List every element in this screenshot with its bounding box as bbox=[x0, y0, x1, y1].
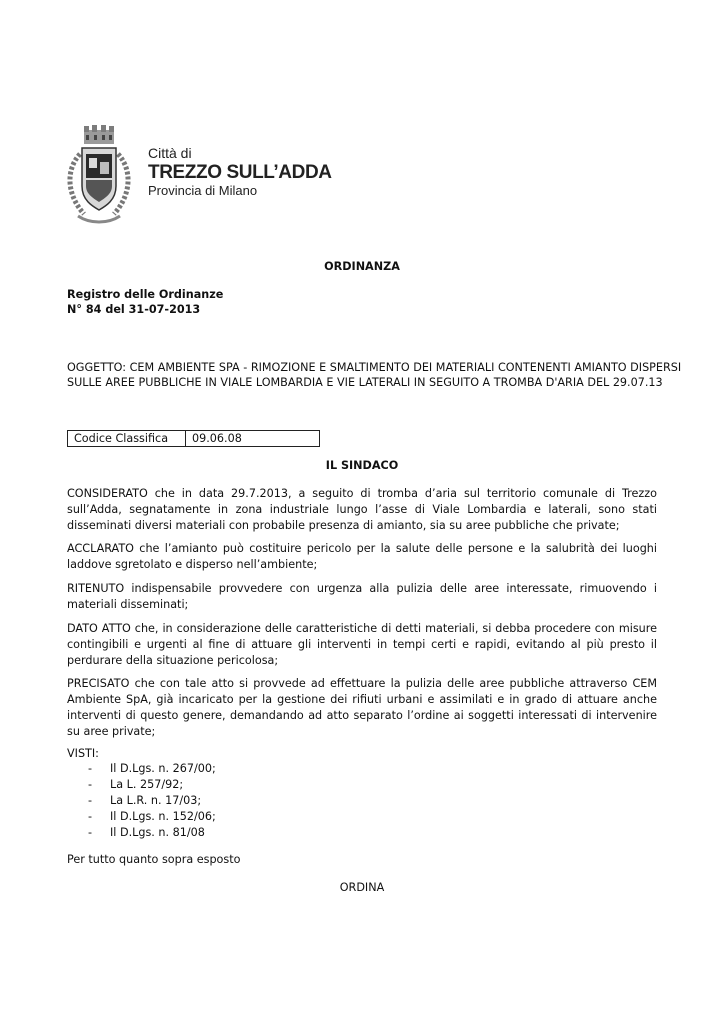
list-item bbox=[88, 809, 216, 825]
classification-value: 09.06.08 bbox=[192, 432, 242, 445]
list-item-text: La L.R. n. 17/03; bbox=[110, 794, 202, 807]
paragraph-acclarato: ACCLARATO che l’amianto può costituire pericolo per la salute delle persone e la salubrità dei luoghi laddove sgretolato e disperso nell’ambiente; bbox=[67, 542, 657, 571]
subject-line-2: SULLE AREE PUBBLICHE IN VIALE LOMBARDIA E VIE LATERALI IN SEGUITO A TROMBA D'ARIA DEL 29.07.13 bbox=[67, 376, 663, 389]
list-item bbox=[88, 777, 183, 793]
list-dash: - bbox=[88, 794, 93, 807]
list-item-text: Il D.Lgs. n. 81/08 bbox=[110, 826, 205, 839]
municipal-crest-icon bbox=[62, 124, 136, 230]
closing-text: Per tutto quanto sopra esposto bbox=[67, 853, 241, 866]
list-item bbox=[88, 793, 201, 809]
list-dash: - bbox=[88, 762, 93, 775]
document-title: ORDINANZA bbox=[324, 260, 400, 273]
list-dash: - bbox=[88, 778, 93, 791]
list-item-text: La L. 257/92; bbox=[110, 778, 184, 791]
visti-label: VISTI: bbox=[67, 747, 99, 760]
paragraph-ritenuto: RITENUTO indispensabile provvedere con urgenza alla pulizia delle aree interessate, rimuovendo i materiali disseminati; bbox=[67, 582, 657, 611]
classification-label: Codice Classifica bbox=[68, 431, 186, 446]
paragraph-considerato: CONSIDERATO che in data 29.7.2013, a seguito di tromba d’aria sul territorio comunale di Trezzo sull’Adda, segnatamente in zona industriale lungo l’asse di Viale Lombardia e laterali, sono stati disseminati diversi materiali con probabile presenza di amianto, sia su aree pubbliche che private; bbox=[67, 487, 657, 532]
list-dash: - bbox=[88, 810, 93, 823]
list-item bbox=[88, 761, 216, 777]
list-dash: - bbox=[88, 826, 93, 839]
paragraph-dato-atto: DATO ATTO che, in considerazione delle caratteristiche di detti materiali, si debba procedere con misure contingibili e urgenti al fine di attuare gli interventi in tempi certi e rapidi, evitando al più presto il perdurare della situazione pericolosa; bbox=[67, 622, 657, 667]
registry-label: Registro delle Ordinanze bbox=[67, 288, 224, 301]
authority-heading: IL SINDACO bbox=[325, 459, 399, 472]
paragraph-precisato: PRECISATO che con tale atto si provvede ad effettuare la pulizia delle aree pubbliche attraverso CEM Ambiente SpA, già incaricato per la gestione dei rifiuti urbani e assimilati e in grado di attuare anche interventi di questo genere, demandando ad atto separato l’ordine ai soggetti interessati di intervenire su aree private; bbox=[67, 677, 657, 738]
list-item-text: Il D.Lgs. n. 152/06; bbox=[110, 810, 216, 823]
city-prefix: Città di bbox=[148, 145, 192, 161]
registry-number: N° 84 del 31-07-2013 bbox=[67, 303, 201, 316]
city-name: TREZZO SULL’ADDA bbox=[148, 162, 332, 183]
classification-table bbox=[67, 430, 320, 447]
list-item bbox=[88, 825, 205, 841]
list-item-text: Il D.Lgs. n. 267/00; bbox=[110, 762, 216, 775]
subject-line-1: OGGETTO: CEM AMBIENTE SPA - RIMOZIONE E SMALTIMENTO DEI MATERIALI CONTENENTI AMIANTO DISPERSI bbox=[67, 361, 682, 374]
ordina-heading: ORDINA bbox=[339, 881, 385, 894]
province-name: Provincia di Milano bbox=[148, 183, 258, 198]
